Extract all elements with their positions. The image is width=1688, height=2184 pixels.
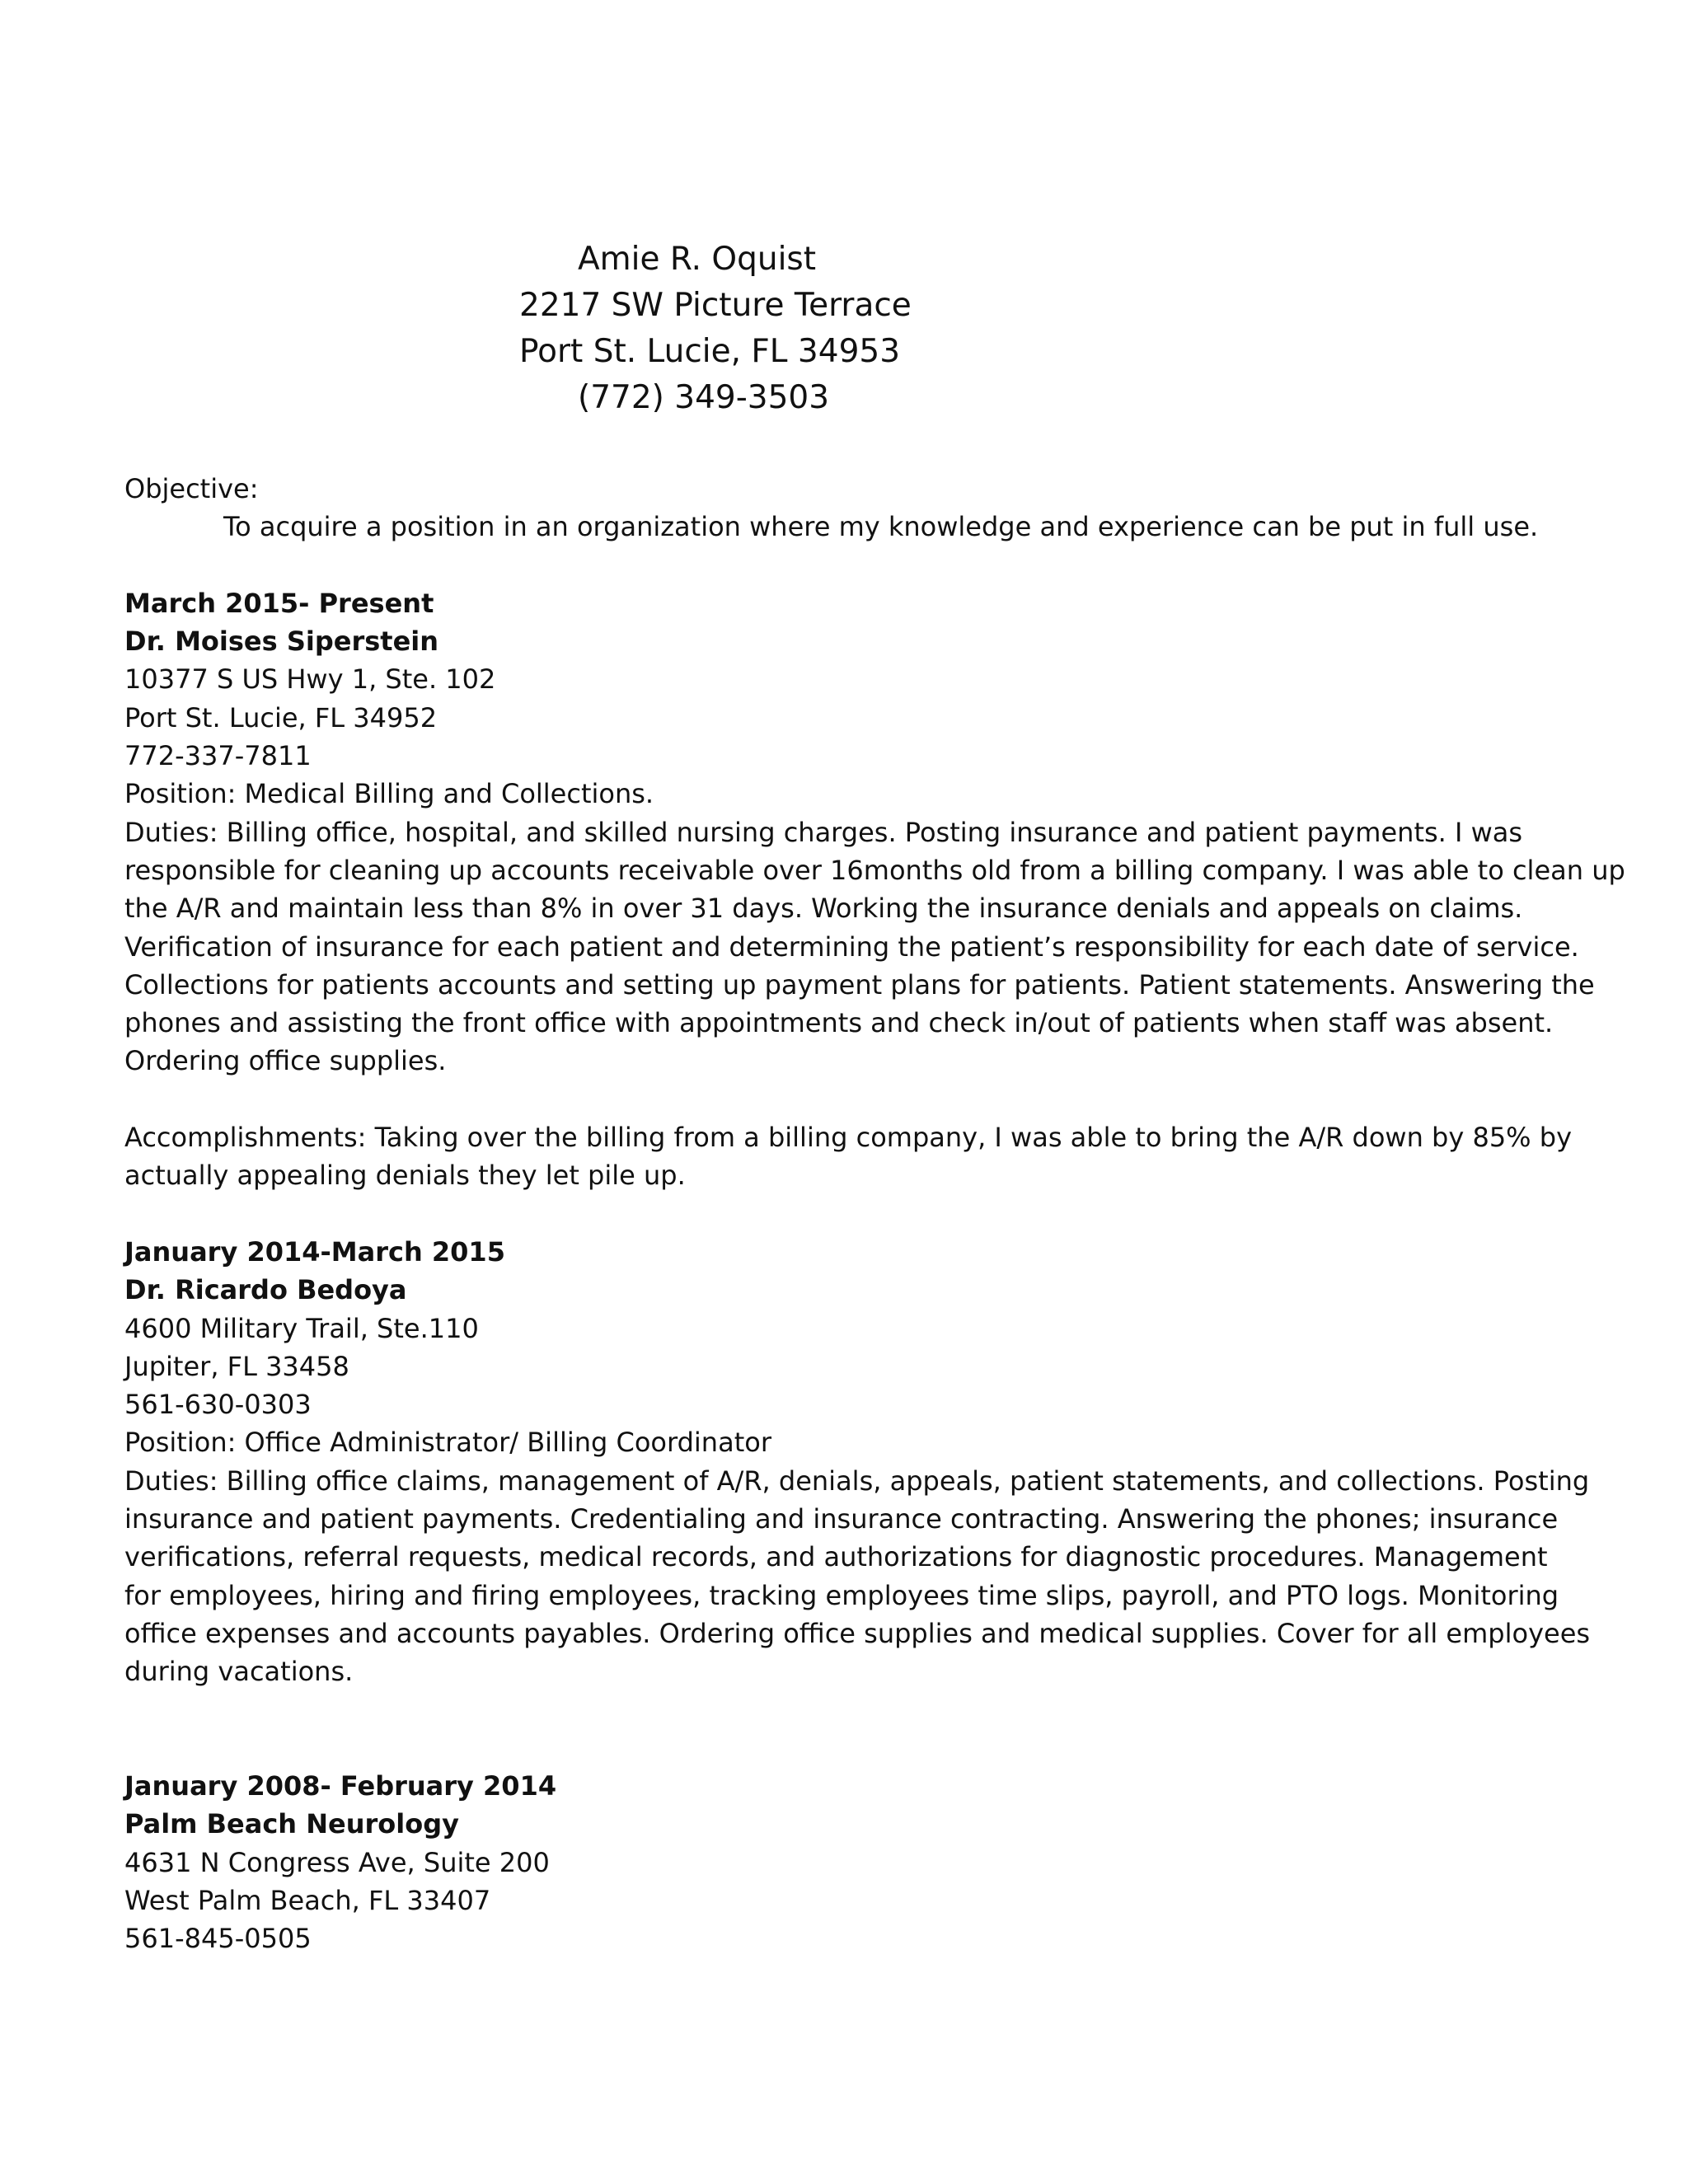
job-entry-1 [124,584,1625,1195]
job-phone: 561-845-0505 [124,1923,312,1955]
job-accomplishments-line: Accomplishments: Taking over the billing from a billing company, I was able to bring the A/R down by 85% by [124,1122,1572,1154]
objective-label: Objective: [124,473,259,504]
job-employer: Palm Beach Neurology [124,1808,459,1840]
job-duties-line: office expenses and accounts payables. Ordering office supplies and medical supplies. Cover for all employees [124,1617,1591,1649]
job-duties-line: Verification of insurance for each patient and determining the patient’s responsibility for each date of service. [124,930,1579,963]
job-address-line-1: 4600 Military Trail, Ste.110 [124,1312,479,1344]
objective-text: To acquire a position in an organization where my knowledge and experience can be put in full use. [223,511,1539,543]
job-address-line-1: 4631 N Congress Ave, Suite 200 [124,1846,550,1878]
job-duties-line: during vacations. [124,1656,354,1688]
applicant-city: Port St. Lucie, FL 34953 [519,333,901,370]
job-position: Position: Office Administrator/ Billing Coordinator [124,1427,771,1459]
job-position: Position: Medical Billing and Collections. [124,778,654,810]
applicant-name: Amie R. Oquist [578,241,817,278]
job-duties-line: Duties: Billing office, hospital, and skilled nursing charges. Posting insurance and patient payments. I was [124,816,1523,848]
job-duties-line: phones and assisting the front office with appointments and check in/out of patients when staff was absent. [124,1007,1554,1039]
job-duties-line: the A/R and maintain less than 8% in over 31 days. Working the insurance denials and appeals on claims. [124,893,1523,925]
job-duties-line: Ordering office supplies. [124,1045,447,1077]
job-dates: March 2015- Present [124,587,434,619]
job-employer: Dr. Ricardo Bedoya [124,1274,407,1306]
job-duties-line: Duties: Billing office claims, management of A/R, denials, appeals, patient statements, and collections. Posting [124,1465,1590,1497]
job-employer: Dr. Moises Siperstein [124,626,439,658]
job-entry-3 [124,1767,1563,1957]
job-address-line-2: Port St. Lucie, FL 34952 [124,701,438,733]
job-duties-line: for employees, hiring and firing employees, tracking employees time slips, payroll, and PTO logs. Monitoring [124,1579,1559,1611]
job-duties-line: insurance and patient payments. Credentialing and insurance contracting. Answering the phones; insurance [124,1503,1559,1535]
applicant-street: 2217 SW Picture Terrace [519,287,912,324]
job-duties-line: responsible for cleaning up accounts receivable over 16months old from a billing company. I was able to clean up [124,854,1625,886]
job-accomplishments-line: actually appealing denials they let pile up. [124,1160,686,1192]
job-entry-2 [124,1233,1591,1691]
job-address-line-2: Jupiter, FL 33458 [124,1350,349,1382]
applicant-phone: (772) 349-3503 [578,379,830,416]
job-phone: 561-630-0303 [124,1389,312,1421]
job-duties-line: verifications, referral requests, medical records, and authorizations for diagnostic procedures. Management [124,1541,1548,1573]
job-duties-line: Collections for patients accounts and setting up payment plans for patients. Patient statements. Answering the [124,968,1595,1001]
job-address-line-1: 10377 S US Hwy 1, Ste. 102 [124,663,496,696]
job-phone: 772-337-7811 [124,740,312,772]
job-address-line-2: West Palm Beach, FL 33407 [124,1884,491,1916]
job-dates: January 2014-March 2015 [124,1235,505,1268]
job-dates: January 2008- February 2014 [124,1770,557,1802]
resume-body [124,470,1625,1958]
